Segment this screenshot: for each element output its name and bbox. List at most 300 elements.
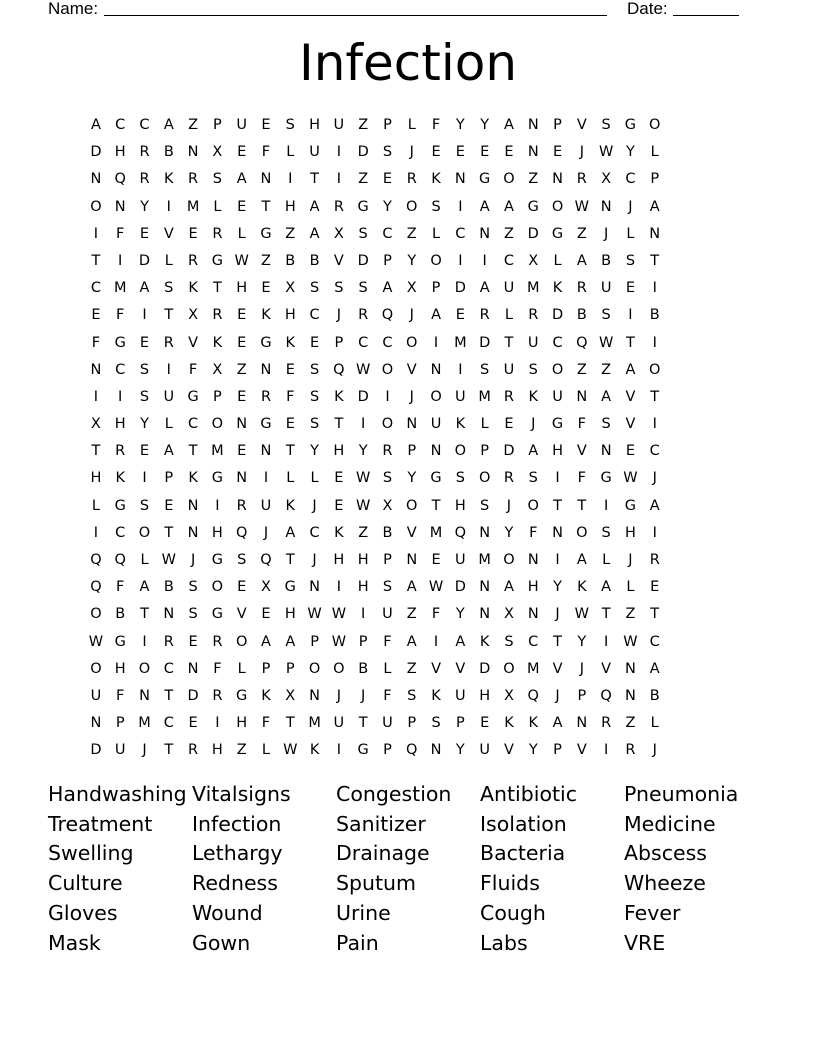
- grid-letter[interactable]: R: [649, 552, 661, 568]
- grid-letter[interactable]: K: [455, 416, 466, 433]
- grid-letter[interactable]: C: [455, 225, 466, 242]
- grid-letter[interactable]: T: [188, 443, 199, 460]
- grid-letter[interactable]: H: [552, 443, 564, 460]
- grid-letter[interactable]: O: [90, 198, 103, 215]
- grid-letter[interactable]: S: [309, 388, 320, 405]
- grid-letter[interactable]: A: [406, 633, 418, 650]
- grid-letter[interactable]: L: [432, 225, 441, 242]
- grid-letter[interactable]: N: [576, 715, 588, 732]
- grid-letter[interactable]: T: [626, 334, 636, 351]
- grid-letter[interactable]: R: [528, 307, 539, 324]
- grid-letter[interactable]: A: [625, 361, 636, 378]
- grid-letter[interactable]: I: [215, 497, 221, 514]
- grid-letter[interactable]: P: [553, 742, 563, 759]
- grid-letter[interactable]: W: [331, 633, 347, 650]
- grid-letter[interactable]: G: [211, 552, 224, 568]
- grid-letter[interactable]: O: [527, 497, 540, 514]
- grid-letter[interactable]: N: [600, 198, 613, 215]
- grid-letter[interactable]: A: [528, 443, 539, 460]
- grid-letter[interactable]: P: [164, 470, 174, 487]
- grid-letter[interactable]: I: [142, 307, 148, 324]
- grid-letter[interactable]: Y: [455, 742, 466, 759]
- grid-letter[interactable]: E: [188, 715, 199, 732]
- grid-letter[interactable]: I: [482, 252, 488, 269]
- grid-letter[interactable]: A: [576, 552, 588, 568]
- grid-letter[interactable]: H: [527, 579, 540, 596]
- grid-letter[interactable]: T: [285, 715, 296, 732]
- grid-letter[interactable]: S: [382, 579, 393, 596]
- grid-letter[interactable]: T: [334, 416, 344, 433]
- grid-letter[interactable]: N: [260, 361, 272, 378]
- grid-letter[interactable]: R: [601, 715, 612, 732]
- grid-letter[interactable]: N: [625, 660, 637, 677]
- grid-letter[interactable]: A: [90, 117, 102, 133]
- grid-letter[interactable]: U: [430, 416, 442, 433]
- grid-letter[interactable]: Y: [553, 579, 563, 596]
- grid-letter[interactable]: D: [503, 443, 516, 460]
- grid-letter[interactable]: N: [309, 687, 321, 704]
- grid-letter[interactable]: R: [382, 443, 393, 460]
- grid-letter[interactable]: Y: [504, 524, 514, 541]
- grid-letter[interactable]: O: [138, 524, 151, 541]
- grid-letter[interactable]: A: [139, 280, 150, 297]
- grid-letter[interactable]: B: [285, 252, 296, 269]
- grid-letter[interactable]: C: [309, 307, 321, 324]
- grid-letter[interactable]: O: [430, 252, 443, 269]
- grid-letter[interactable]: G: [260, 225, 273, 242]
- grid-letter[interactable]: I: [118, 252, 123, 269]
- grid-letter[interactable]: I: [652, 334, 658, 351]
- grid-letter[interactable]: E: [237, 334, 247, 351]
- grid-letter[interactable]: T: [650, 252, 660, 269]
- grid-letter[interactable]: X: [212, 144, 223, 161]
- grid-letter[interactable]: N: [236, 470, 248, 487]
- grid-letter[interactable]: U: [114, 742, 126, 759]
- grid-letter[interactable]: K: [164, 171, 175, 188]
- grid-letter[interactable]: L: [213, 198, 222, 215]
- grid-letter[interactable]: M: [138, 715, 152, 732]
- grid-letter[interactable]: L: [650, 144, 660, 161]
- grid-letter[interactable]: N: [309, 579, 321, 596]
- grid-letter[interactable]: L: [480, 416, 490, 433]
- grid-letter[interactable]: J: [628, 552, 634, 568]
- grid-letter[interactable]: R: [115, 443, 126, 460]
- grid-letter[interactable]: B: [382, 524, 393, 541]
- grid-letter[interactable]: D: [138, 252, 151, 269]
- grid-letter[interactable]: E: [139, 334, 150, 351]
- grid-letter[interactable]: I: [433, 334, 439, 351]
- grid-letter[interactable]: S: [528, 361, 539, 378]
- grid-letter[interactable]: U: [455, 687, 467, 704]
- grid-letter[interactable]: I: [433, 633, 439, 650]
- grid-letter[interactable]: U: [333, 715, 345, 732]
- grid-letter[interactable]: E: [139, 225, 150, 242]
- grid-letter[interactable]: S: [188, 606, 199, 623]
- grid-letter[interactable]: H: [90, 470, 102, 487]
- grid-letter[interactable]: N: [552, 171, 564, 188]
- grid-letter[interactable]: V: [625, 388, 636, 405]
- grid-letter[interactable]: Z: [601, 361, 612, 378]
- grid-letter[interactable]: C: [358, 334, 369, 351]
- grid-letter[interactable]: F: [431, 606, 441, 623]
- grid-letter[interactable]: L: [261, 742, 271, 759]
- grid-letter[interactable]: X: [503, 606, 515, 623]
- grid-letter[interactable]: L: [602, 552, 611, 568]
- grid-letter[interactable]: D: [479, 660, 491, 677]
- grid-letter[interactable]: M: [308, 715, 322, 732]
- grid-letter[interactable]: G: [600, 470, 613, 487]
- grid-letter[interactable]: W: [283, 742, 298, 759]
- grid-letter[interactable]: T: [650, 606, 660, 623]
- grid-letter[interactable]: E: [334, 470, 344, 487]
- grid-letter[interactable]: D: [479, 334, 491, 351]
- grid-letter[interactable]: Q: [114, 171, 127, 188]
- grid-letter[interactable]: V: [431, 660, 442, 677]
- grid-letter[interactable]: Y: [358, 443, 369, 460]
- grid-letter[interactable]: E: [139, 443, 150, 460]
- grid-letter[interactable]: Z: [576, 225, 588, 242]
- grid-letter[interactable]: G: [211, 470, 224, 487]
- grid-letter[interactable]: L: [553, 252, 563, 269]
- grid-letter[interactable]: Y: [455, 606, 466, 623]
- grid-letter[interactable]: I: [166, 361, 172, 378]
- grid-letter[interactable]: E: [261, 117, 272, 133]
- grid-letter[interactable]: D: [454, 579, 467, 596]
- grid-letter[interactable]: X: [333, 225, 345, 242]
- grid-letter[interactable]: N: [479, 579, 491, 596]
- grid-letter[interactable]: N: [454, 171, 467, 188]
- grid-letter[interactable]: K: [431, 687, 442, 704]
- grid-letter[interactable]: R: [188, 171, 199, 188]
- grid-letter[interactable]: B: [163, 144, 175, 161]
- grid-letter[interactable]: I: [361, 416, 366, 433]
- grid-letter[interactable]: I: [652, 416, 658, 433]
- grid-letter[interactable]: P: [115, 715, 126, 732]
- grid-letter[interactable]: H: [357, 579, 370, 596]
- grid-letter[interactable]: C: [382, 225, 394, 242]
- grid-letter[interactable]: Q: [406, 742, 418, 759]
- grid-letter[interactable]: A: [479, 280, 491, 297]
- grid-letter[interactable]: T: [164, 742, 174, 759]
- grid-letter[interactable]: I: [458, 361, 463, 378]
- grid-letter[interactable]: G: [479, 171, 491, 188]
- grid-letter[interactable]: H: [333, 443, 345, 460]
- grid-letter[interactable]: O: [503, 660, 516, 677]
- grid-letter[interactable]: U: [236, 117, 248, 133]
- grid-letter[interactable]: O: [503, 552, 516, 568]
- grid-letter[interactable]: V: [576, 117, 588, 133]
- grid-letter[interactable]: P: [650, 171, 660, 188]
- grid-letter[interactable]: H: [236, 715, 248, 732]
- grid-letter[interactable]: S: [601, 117, 612, 133]
- grid-letter[interactable]: S: [382, 144, 393, 161]
- grid-letter[interactable]: T: [91, 443, 101, 460]
- grid-letter[interactable]: G: [551, 416, 564, 433]
- grid-letter[interactable]: M: [211, 443, 225, 460]
- grid-letter[interactable]: T: [164, 524, 174, 541]
- grid-letter[interactable]: I: [336, 144, 342, 161]
- grid-letter[interactable]: N: [406, 416, 418, 433]
- grid-letter[interactable]: I: [628, 307, 634, 324]
- grid-letter[interactable]: E: [237, 388, 247, 405]
- grid-letter[interactable]: X: [261, 579, 272, 596]
- grid-letter[interactable]: T: [285, 443, 296, 460]
- grid-letter[interactable]: K: [261, 687, 272, 704]
- grid-letter[interactable]: S: [309, 280, 320, 297]
- grid-letter[interactable]: V: [163, 225, 175, 242]
- grid-letter[interactable]: Q: [381, 307, 394, 324]
- grid-letter[interactable]: A: [601, 579, 612, 596]
- grid-letter[interactable]: J: [409, 307, 415, 324]
- grid-letter[interactable]: F: [383, 687, 393, 704]
- grid-letter[interactable]: J: [555, 687, 561, 704]
- grid-letter[interactable]: L: [504, 307, 514, 324]
- grid-letter[interactable]: H: [454, 497, 467, 514]
- grid-letter[interactable]: E: [455, 307, 466, 324]
- grid-letter[interactable]: V: [406, 524, 418, 541]
- grid-letter[interactable]: S: [309, 361, 320, 378]
- grid-letter[interactable]: W: [428, 579, 444, 596]
- grid-letter[interactable]: H: [211, 742, 224, 759]
- grid-letter[interactable]: E: [504, 416, 515, 433]
- grid-letter[interactable]: T: [164, 687, 174, 704]
- grid-letter[interactable]: X: [601, 171, 612, 188]
- grid-letter[interactable]: R: [139, 171, 151, 188]
- grid-letter[interactable]: J: [652, 470, 658, 487]
- grid-letter[interactable]: Z: [406, 225, 418, 242]
- grid-letter[interactable]: J: [603, 225, 609, 242]
- grid-letter[interactable]: S: [382, 470, 393, 487]
- grid-letter[interactable]: O: [90, 660, 103, 677]
- grid-letter[interactable]: A: [649, 660, 661, 677]
- grid-letter[interactable]: T: [91, 252, 101, 269]
- grid-letter[interactable]: W: [574, 606, 590, 623]
- grid-letter[interactable]: P: [480, 443, 490, 460]
- grid-letter[interactable]: U: [455, 388, 467, 405]
- grid-letter[interactable]: J: [579, 660, 585, 677]
- grid-letter[interactable]: L: [237, 225, 247, 242]
- grid-letter[interactable]: S: [601, 307, 612, 324]
- grid-letter[interactable]: J: [652, 742, 658, 759]
- grid-letter[interactable]: V: [236, 606, 248, 623]
- grid-letter[interactable]: E: [237, 307, 247, 324]
- grid-letter[interactable]: I: [93, 388, 99, 405]
- grid-letter[interactable]: I: [142, 633, 148, 650]
- grid-letter[interactable]: O: [406, 497, 418, 514]
- grid-letter[interactable]: D: [527, 225, 540, 242]
- date-blank-line[interactable]: [673, 15, 739, 16]
- grid-letter[interactable]: N: [527, 606, 540, 623]
- grid-letter[interactable]: Z: [188, 117, 199, 133]
- grid-letter[interactable]: F: [577, 470, 587, 487]
- grid-letter[interactable]: T: [650, 388, 660, 405]
- grid-letter[interactable]: V: [406, 361, 418, 378]
- grid-letter[interactable]: L: [286, 470, 295, 487]
- grid-letter[interactable]: C: [139, 117, 151, 133]
- grid-letter[interactable]: P: [213, 388, 223, 405]
- grid-letter[interactable]: A: [503, 198, 515, 215]
- grid-letter[interactable]: G: [527, 198, 540, 215]
- grid-letter[interactable]: H: [211, 524, 224, 541]
- grid-letter[interactable]: E: [552, 144, 563, 161]
- grid-letter[interactable]: K: [188, 280, 199, 297]
- grid-letter[interactable]: E: [334, 497, 344, 514]
- grid-letter[interactable]: O: [649, 361, 661, 378]
- grid-letter[interactable]: R: [625, 742, 636, 759]
- grid-letter[interactable]: Z: [358, 117, 369, 133]
- grid-letter[interactable]: M: [113, 280, 127, 297]
- grid-letter[interactable]: A: [163, 117, 175, 133]
- grid-letter[interactable]: A: [139, 579, 150, 596]
- grid-letter[interactable]: Q: [576, 334, 589, 351]
- grid-letter[interactable]: G: [357, 742, 370, 759]
- grid-letter[interactable]: G: [430, 470, 443, 487]
- grid-letter[interactable]: J: [579, 144, 585, 161]
- grid-letter[interactable]: G: [187, 388, 200, 405]
- grid-letter[interactable]: N: [90, 715, 102, 732]
- grid-letter[interactable]: L: [286, 144, 295, 161]
- grid-letter[interactable]: F: [383, 633, 393, 650]
- grid-letter[interactable]: E: [188, 225, 199, 242]
- grid-letter[interactable]: D: [90, 742, 102, 759]
- grid-letter[interactable]: P: [383, 252, 393, 269]
- grid-letter[interactable]: Z: [576, 361, 588, 378]
- grid-letter[interactable]: A: [503, 117, 515, 133]
- grid-letter[interactable]: S: [188, 579, 199, 596]
- grid-letter[interactable]: F: [213, 660, 223, 677]
- grid-letter[interactable]: M: [454, 334, 468, 351]
- grid-letter[interactable]: N: [187, 660, 200, 677]
- grid-letter[interactable]: G: [624, 117, 637, 133]
- grid-letter[interactable]: J: [312, 497, 318, 514]
- grid-letter[interactable]: G: [114, 633, 127, 650]
- grid-letter[interactable]: O: [406, 334, 418, 351]
- grid-letter[interactable]: L: [140, 552, 150, 568]
- grid-letter[interactable]: A: [382, 280, 393, 297]
- grid-letter[interactable]: B: [309, 252, 321, 269]
- grid-letter[interactable]: H: [114, 144, 127, 161]
- grid-letter[interactable]: T: [310, 171, 320, 188]
- grid-letter[interactable]: A: [261, 633, 272, 650]
- grid-letter[interactable]: M: [429, 524, 443, 541]
- grid-letter[interactable]: O: [478, 470, 491, 487]
- grid-letter[interactable]: W: [574, 198, 590, 215]
- grid-letter[interactable]: P: [334, 334, 344, 351]
- grid-letter[interactable]: X: [528, 252, 539, 269]
- grid-letter[interactable]: J: [531, 416, 536, 433]
- grid-letter[interactable]: E: [188, 633, 199, 650]
- grid-letter[interactable]: E: [431, 144, 442, 161]
- grid-letter[interactable]: W: [234, 252, 250, 269]
- grid-letter[interactable]: P: [407, 443, 417, 460]
- grid-letter[interactable]: Y: [528, 742, 539, 759]
- grid-letter[interactable]: F: [261, 715, 271, 732]
- name-blank-line[interactable]: [104, 15, 607, 16]
- grid-letter[interactable]: U: [260, 497, 272, 514]
- grid-letter[interactable]: Z: [503, 225, 515, 242]
- grid-letter[interactable]: U: [90, 687, 102, 704]
- grid-letter[interactable]: I: [603, 633, 609, 650]
- grid-letter[interactable]: W: [623, 470, 639, 487]
- grid-letter[interactable]: N: [625, 687, 637, 704]
- grid-letter[interactable]: G: [284, 579, 297, 596]
- grid-letter[interactable]: T: [261, 198, 271, 215]
- grid-letter[interactable]: R: [212, 633, 223, 650]
- grid-letter[interactable]: U: [503, 361, 515, 378]
- grid-letter[interactable]: E: [261, 280, 272, 297]
- grid-letter[interactable]: X: [382, 497, 393, 514]
- grid-letter[interactable]: W: [331, 606, 347, 623]
- grid-letter[interactable]: N: [527, 117, 540, 133]
- grid-letter[interactable]: J: [361, 687, 366, 704]
- grid-letter[interactable]: O: [235, 633, 248, 650]
- grid-letter[interactable]: A: [431, 307, 442, 324]
- grid-letter[interactable]: O: [333, 660, 346, 677]
- grid-letter[interactable]: G: [624, 497, 637, 514]
- grid-letter[interactable]: J: [409, 388, 415, 405]
- grid-letter[interactable]: Y: [577, 633, 587, 650]
- grid-letter[interactable]: J: [506, 497, 512, 514]
- grid-letter[interactable]: F: [286, 388, 295, 405]
- grid-letter[interactable]: M: [478, 388, 492, 405]
- grid-letter[interactable]: E: [237, 443, 247, 460]
- grid-letter[interactable]: S: [528, 470, 539, 487]
- grid-letter[interactable]: Z: [625, 715, 636, 732]
- grid-letter[interactable]: N: [187, 144, 200, 161]
- grid-letter[interactable]: N: [479, 524, 491, 541]
- grid-letter[interactable]: G: [260, 334, 273, 351]
- grid-letter[interactable]: C: [90, 280, 102, 297]
- grid-letter[interactable]: A: [649, 497, 661, 514]
- grid-letter[interactable]: C: [503, 252, 515, 269]
- grid-letter[interactable]: H: [114, 416, 127, 433]
- grid-letter[interactable]: O: [308, 660, 321, 677]
- grid-letter[interactable]: N: [187, 524, 200, 541]
- grid-letter[interactable]: Y: [480, 117, 490, 133]
- grid-letter[interactable]: N: [576, 388, 588, 405]
- grid-letter[interactable]: A: [601, 388, 612, 405]
- grid-letter[interactable]: G: [211, 606, 224, 623]
- grid-letter[interactable]: P: [383, 742, 393, 759]
- grid-letter[interactable]: V: [188, 334, 199, 351]
- grid-letter[interactable]: U: [455, 552, 467, 568]
- grid-letter[interactable]: J: [409, 144, 415, 161]
- grid-letter[interactable]: J: [628, 198, 634, 215]
- grid-letter[interactable]: D: [454, 280, 467, 297]
- grid-letter[interactable]: N: [649, 225, 661, 242]
- grid-letter[interactable]: N: [600, 443, 613, 460]
- grid-letter[interactable]: D: [90, 144, 102, 161]
- grid-letter[interactable]: F: [261, 144, 271, 161]
- grid-letter[interactable]: N: [260, 171, 272, 188]
- grid-letter[interactable]: L: [650, 715, 660, 732]
- grid-letter[interactable]: V: [333, 252, 345, 269]
- grid-letter[interactable]: N: [139, 687, 151, 704]
- grid-letter[interactable]: R: [406, 171, 418, 188]
- grid-letter[interactable]: F: [431, 117, 441, 133]
- grid-letter[interactable]: U: [527, 334, 540, 351]
- grid-letter[interactable]: A: [309, 225, 321, 242]
- grid-letter[interactable]: I: [603, 742, 609, 759]
- grid-letter[interactable]: R: [236, 497, 248, 514]
- grid-letter[interactable]: E: [382, 171, 393, 188]
- grid-letter[interactable]: E: [237, 579, 247, 596]
- grid-letter[interactable]: O: [211, 416, 224, 433]
- grid-letter[interactable]: A: [163, 443, 175, 460]
- grid-letter[interactable]: C: [382, 334, 394, 351]
- grid-letter[interactable]: I: [166, 198, 172, 215]
- grid-letter[interactable]: E: [625, 443, 636, 460]
